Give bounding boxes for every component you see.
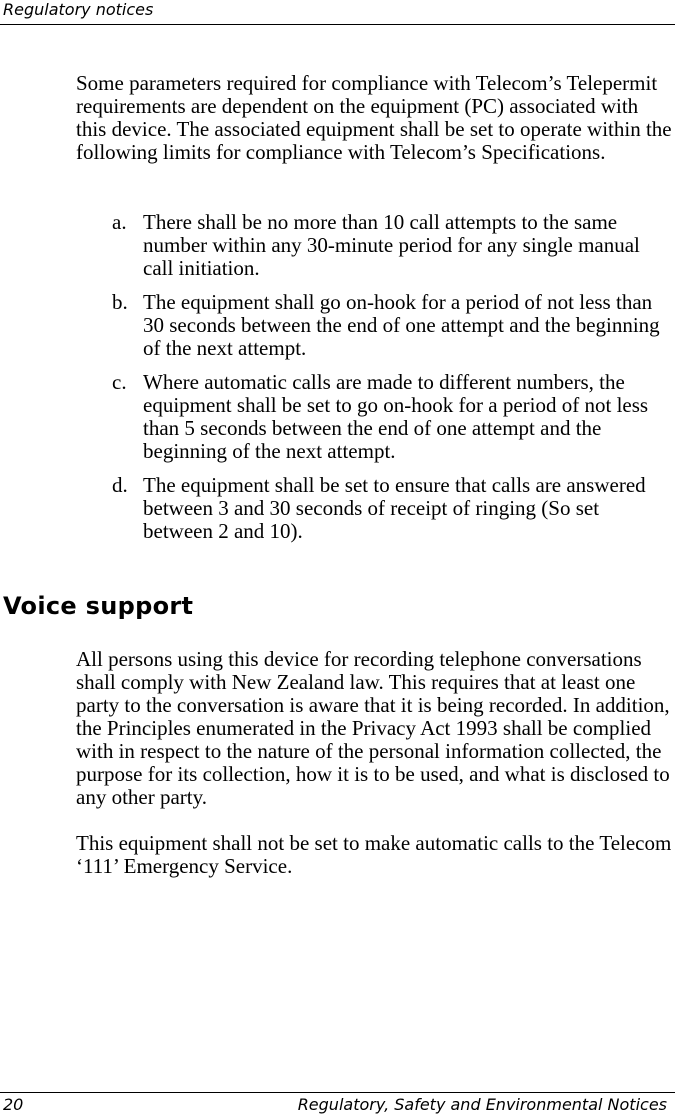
running-header: Regulatory notices — [3, 0, 154, 19]
list-item-text: There shall be no more than 10 call attempts to the same number within any 30-minute period for any single manual call initiation. — [143, 210, 640, 280]
footer-document-title: Regulatory, Safety and Environmental Notices — [297, 1095, 667, 1114]
limits-list — [76, 211, 672, 554]
list-item-text: The equipment shall go on-hook for a period of not less than 30 seconds between the end of one attempt and the beginning of the next attempt. — [143, 290, 660, 360]
list-item-text: The equipment shall be set to ensure that calls are answered between 3 and 30 seconds of receipt of ringing (So set between 2 and 10). — [143, 473, 646, 543]
list-item — [76, 371, 672, 463]
list-item — [76, 211, 672, 280]
section-heading-voice-support: Voice support — [3, 592, 194, 620]
footer-divider — [0, 1092, 675, 1093]
list-item — [76, 291, 672, 360]
intro-paragraph: Some parameters required for compliance with Telecom’s Telepermit requirements are dependent on the equipment (PC) associated with this device. The associated equipment shall be set to operate within the following limits for compliance with Telecom’s Specifications. — [76, 71, 672, 164]
list-marker: c. — [112, 370, 127, 394]
list-marker: d. — [112, 473, 128, 497]
list-item — [76, 474, 672, 543]
list-item-text: Where automatic calls are made to different numbers, the equipment shall be set to go on-hook for a period of not less than 5 seconds between the end of one attempt and the beginning of the next attempt. — [143, 370, 649, 463]
list-marker: a. — [112, 210, 127, 234]
header-divider — [0, 24, 675, 25]
list-marker: b. — [112, 290, 128, 314]
emergency-service-paragraph: This equipment shall not be set to make automatic calls to the Telecom ‘111’ Emergency Service. — [76, 831, 672, 878]
voice-support-paragraph: All persons using this device for recording telephone conversations shall comply with New Zealand law. This requires that at least one party to the conversation is aware that it is being recorded. In addition, the Principles enumerated in the Privacy Act 1993 shall be complied with in respect to the nature of the personal information collected, the purpose for its collection, how it is to be used, and what is disclosed to any other party. — [76, 647, 670, 809]
page-number: 20 — [3, 1095, 24, 1114]
